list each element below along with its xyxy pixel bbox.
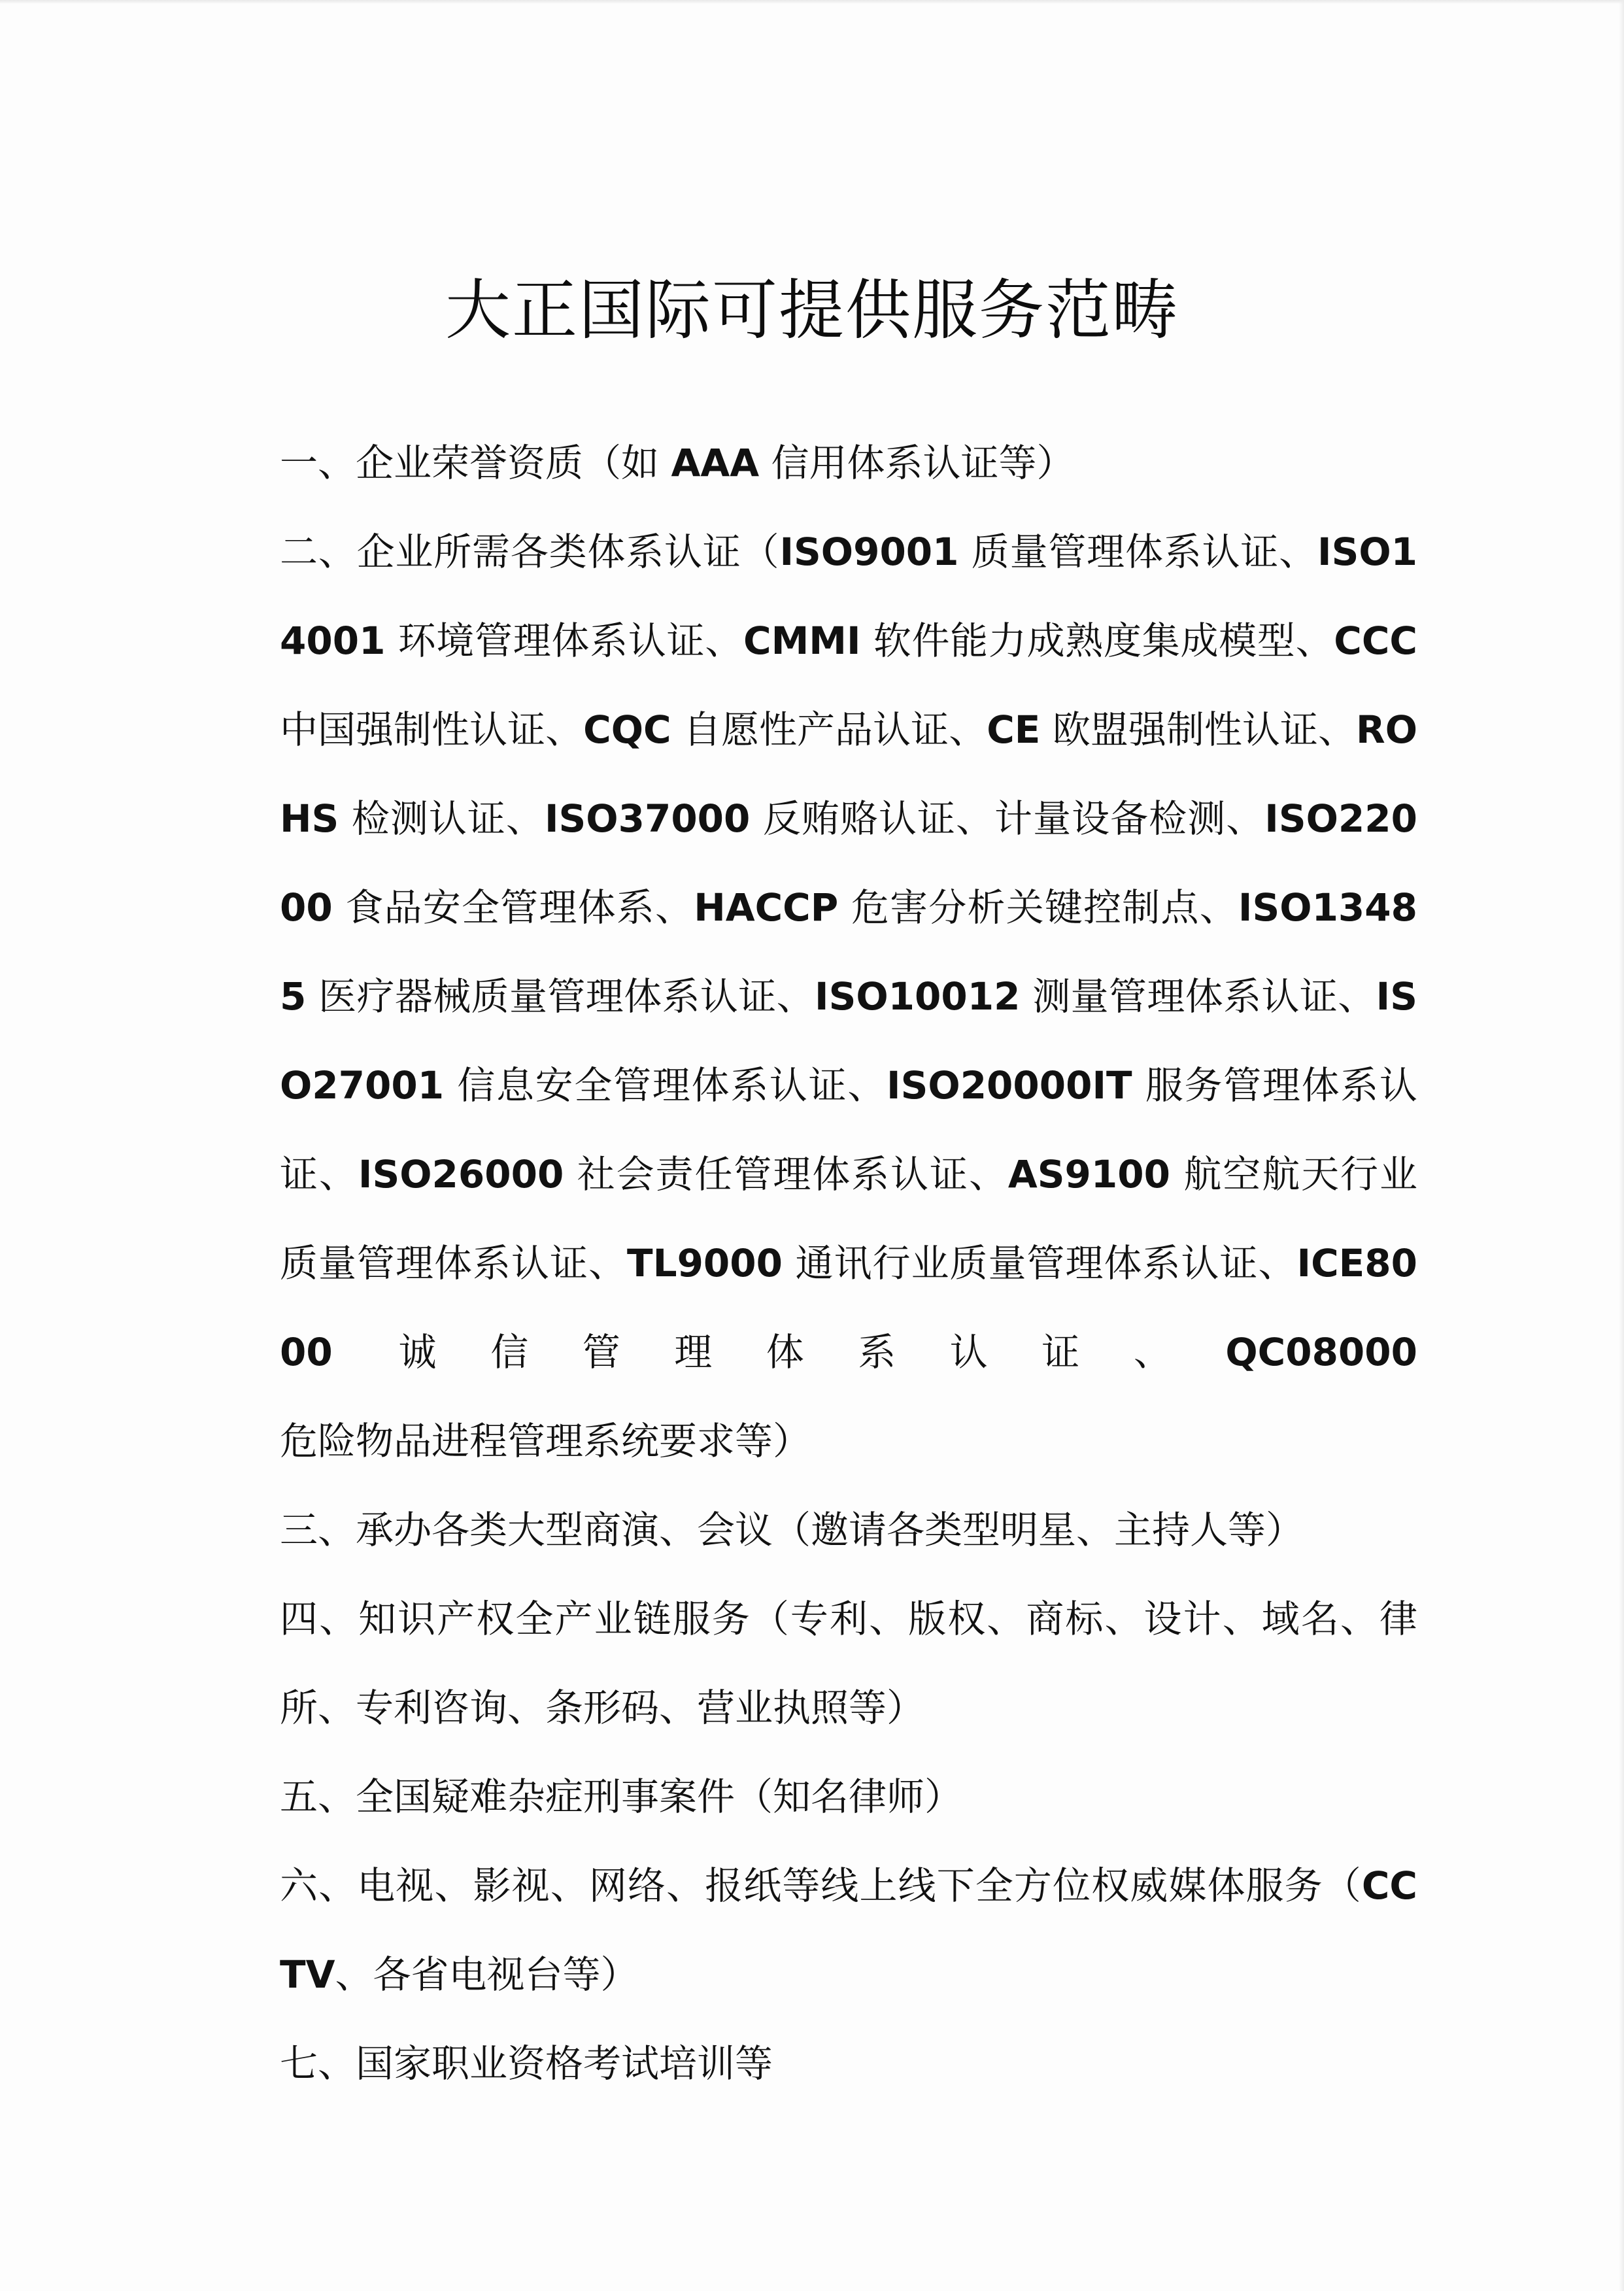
service-item-1: 一、企业荣誉资质（如 AAA 信用体系认证等） <box>280 441 1075 485</box>
service-item-6: 六、电视、影视、网络、报纸等线上线下全方位权威媒体服务（CCTV、各省电视台等） <box>280 1863 1417 1997</box>
service-item-5: 五、全国疑难杂症刑事案件（知名律师） <box>280 1774 963 1819</box>
service-item-7: 七、国家职业资格考试培训等 <box>280 2041 773 2086</box>
service-item-4: 四、知识产权全产业链服务（专利、版权、商标、设计、域名、律所、专利咨询、条形码、营业执照等） <box>280 1597 1417 1730</box>
document-title: 大正国际可提供服务范畴 <box>445 272 1179 348</box>
service-item-3: 三、承办各类大型商演、会议（邀请各类型明星、主持人等） <box>280 1508 1304 1552</box>
service-list <box>280 418 1417 2108</box>
service-item-2: 二、企业所需各类体系认证（ISO9001 质量管理体系认证、ISO14001 环境管理体系认证、CMMI 软件能力成熟度集成模型、CCC 中国强制性认证、CQC 自愿性产品认证、CE 欧盟强制性认证、ROHS 检测认证、ISO37000 反贿赂认证、计量设备检测、ISO22000 食品安全管理体系、HACCP 危害分析关键控制点、ISO13485 医疗器械质量管理体系认证、ISO10012 测量管理体系认证、ISO27001 信息安全管理体系认证、ISO20000IT 服务管理体系认证、ISO26000 社会责任管理体系认证、AS9100 航空航天行业质量管理体系认证、TL9000 通讯行业质量管理体系认证、ICE8000 诚信管理体系认证、QC08000 危险物品进程管理系统要求等） <box>280 530 1418 1463</box>
scan-edge-top <box>0 0 1624 4</box>
